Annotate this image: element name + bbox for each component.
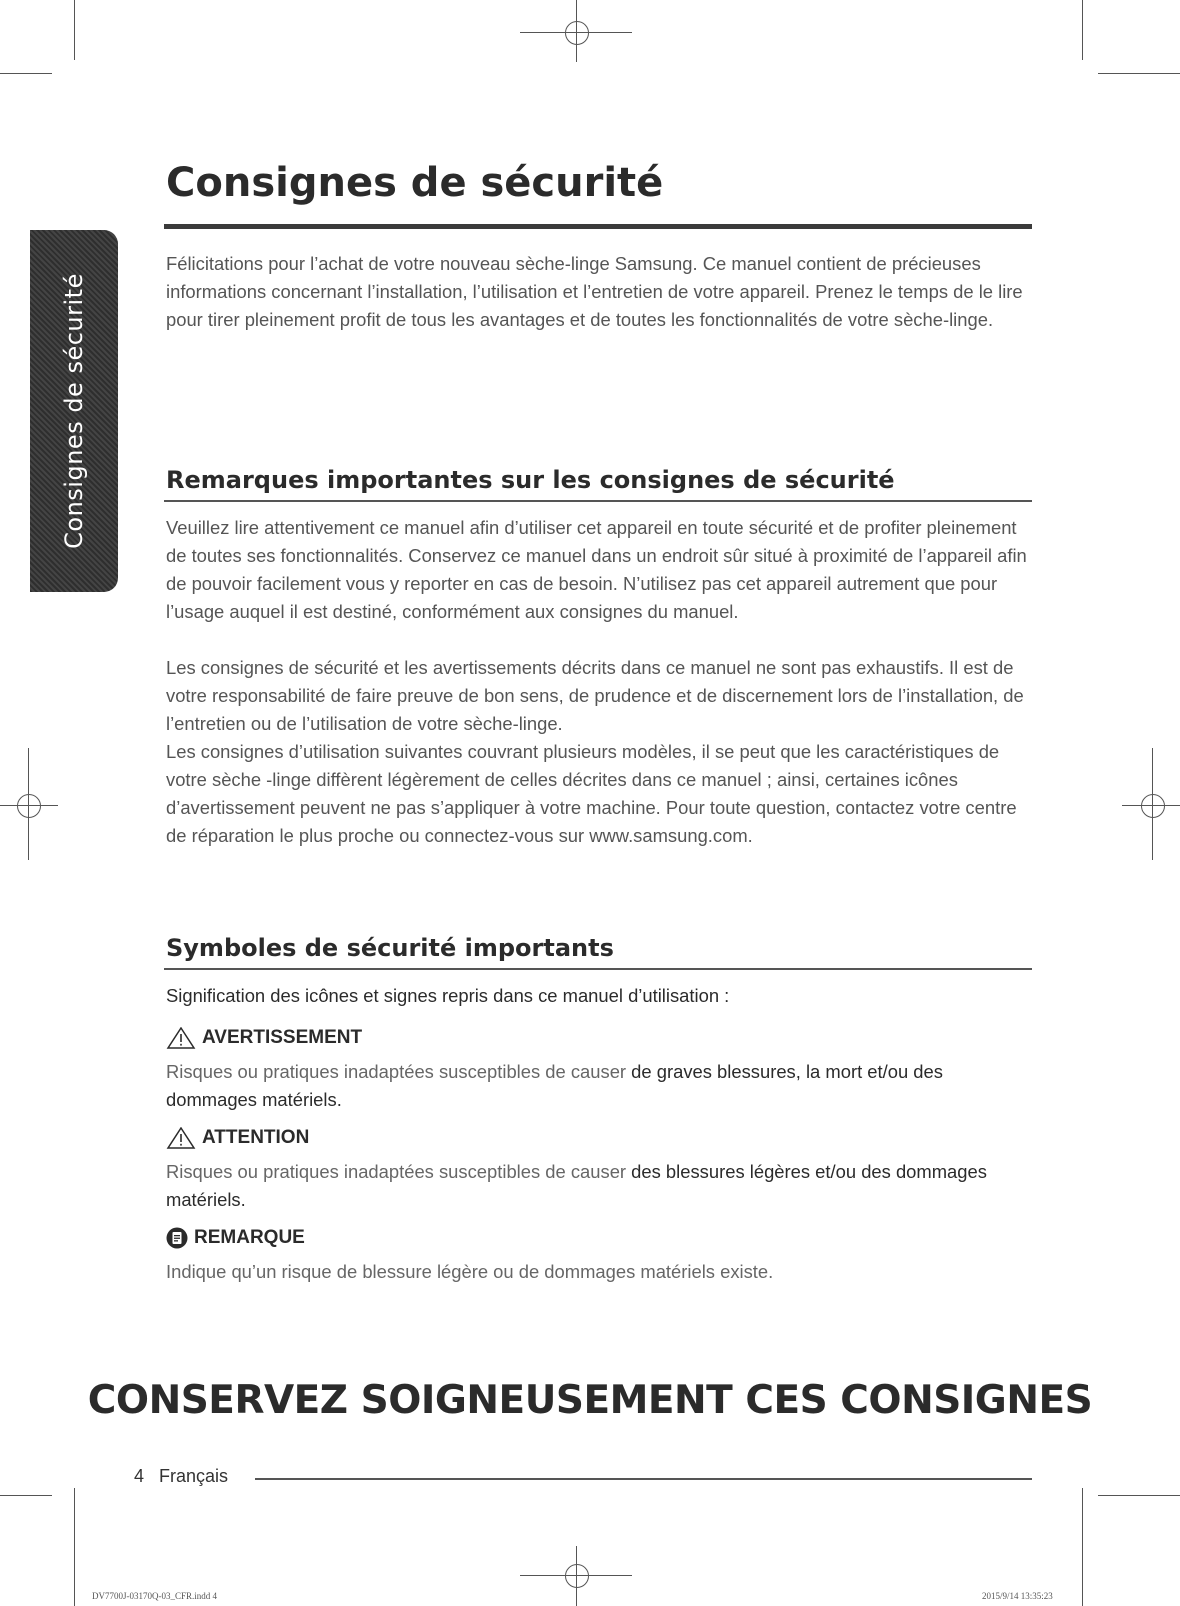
- title-underline: [164, 224, 1032, 229]
- warning-text: Risques ou pratiques inadaptées susceptibles de causer: [166, 1061, 632, 1082]
- intro-paragraph: Félicitations pour l’achat de votre nouveau sèche-linge Samsung. Ce manuel contient de précieuses informations concernant l’installation, l’utilisation et l’entretien de votre appareil. Prenez le temps de le lire pour tirer pleinement profit de tous les avantages et de toutes les fonctionnalités de votre sèche-linge.: [166, 253, 1023, 330]
- page-number: 4: [134, 1466, 145, 1486]
- warning-triangle-icon: [166, 1027, 196, 1049]
- symbols-intro: Signification des icônes et signes repris dans ce manuel d’utilisation :: [166, 985, 730, 1006]
- caution-heading: [166, 1127, 309, 1149]
- caution-label: ATTENTION: [202, 1127, 310, 1148]
- section-divider: [164, 500, 1032, 502]
- warning-triangle-icon: [166, 1127, 196, 1149]
- print-slug-datetime: 2015/9/14 13:35:23: [982, 1591, 1053, 1601]
- print-slug-file: DV7700J-03170Q-03_CFR.indd 4: [92, 1591, 218, 1601]
- note-heading: [166, 1227, 305, 1249]
- caution-emphasis: des blessures légères et/ou des dommages matériels.: [166, 1161, 987, 1210]
- section-heading-remarks: Remarques importantes sur les consignes de sécurité: [166, 466, 895, 494]
- footer-rule: [255, 1478, 1032, 1480]
- note-description: Indique qu’un risque de blessure légère ou de dommages matériels existe.: [166, 1261, 774, 1282]
- page-footer: [134, 1466, 228, 1487]
- closing-banner: CONSERVEZ SOIGNEUSEMENT CES CONSIGNES: [87, 1378, 1093, 1423]
- remarks-paragraph-3: Les consignes d’utilisation suivantes couvrant plusieurs modèles, il se peut que les caractéristiques de votre sèche -linge diffèrent légèrement de celles décrites dans ce manuel ; ainsi, certaines icônes d’avertissement peuvent ne pas s’appliquer à votre machine. Pour toute question, contactez votre centre de réparation le plus proche ou connectez-vous sur www.samsung.com.: [166, 741, 1017, 846]
- remarks-paragraph-1: Veuillez lire attentivement ce manuel afin d’utiliser cet appareil en toute sécurité et de profiter pleinement de toutes ses fonctionnalités. Conservez ce manuel dans un endroit sûr situé à proximité de l’appareil afin de pouvoir facilement vous y reporter en cas de besoin. N’utilisez pas cet appareil autrement que pour l’usage auquel il est destiné, conformément aux consignes du manuel.: [166, 517, 1027, 622]
- warning-heading: [166, 1027, 362, 1049]
- caution-description: [166, 1158, 1036, 1214]
- side-chapter-label: Consignes de sécurité: [60, 273, 88, 549]
- note-icon: [166, 1227, 188, 1249]
- caution-text: Risques ou pratiques inadaptées susceptibles de causer: [166, 1161, 632, 1182]
- note-label: REMARQUE: [194, 1227, 305, 1248]
- warning-label: AVERTISSEMENT: [202, 1027, 363, 1048]
- section-divider: [164, 968, 1032, 970]
- page-title: Consignes de sécurité: [166, 160, 664, 206]
- remarks-paragraph-2: Les consignes de sécurité et les avertissements décrits dans ce manuel ne sont pas exhaustifs. Il est de votre responsabilité de faire preuve de bon sens, de prudence et de discernement lors de l’installation, de l’entretien ou de l’utilisation de votre sèche-linge.: [166, 657, 1024, 734]
- warning-emphasis: de graves blessures, la mort et/ou des dommages matériels.: [166, 1061, 943, 1110]
- warning-description: [166, 1058, 1036, 1114]
- footer-language: Français: [159, 1466, 229, 1486]
- section-heading-symbols: Symboles de sécurité importants: [166, 934, 614, 962]
